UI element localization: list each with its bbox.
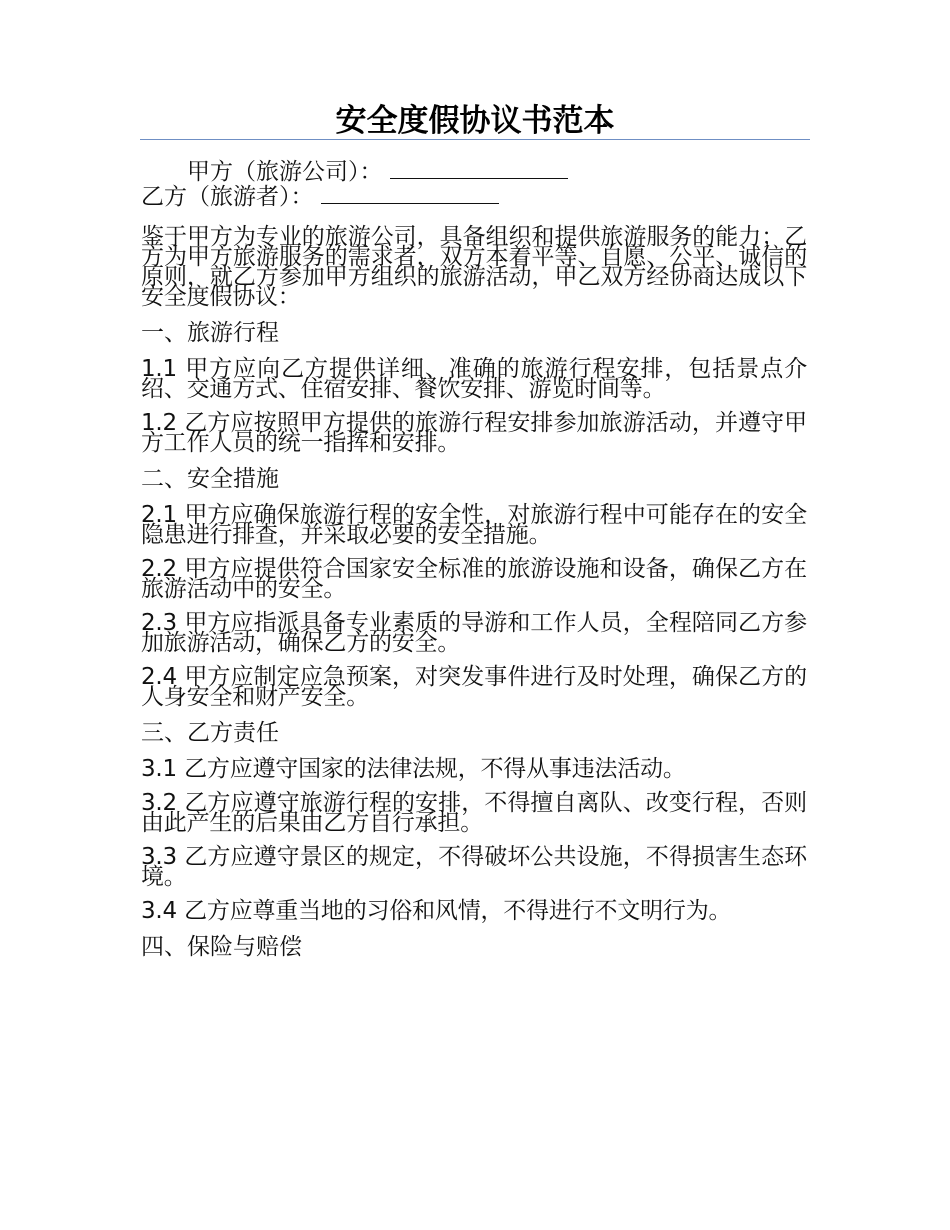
party-b-blank: [321, 183, 499, 204]
clause-2-2: 2.2 甲方应提供符合国家安全标准的旅游设施和设备，确保乙方在旅游活动中的安全。: [141, 556, 807, 602]
title-underline: [140, 139, 810, 140]
title-block: [140, 103, 810, 141]
clause-2-1: 2.1 甲方应确保旅游行程的安全性，对旅游行程中可能存在的安全隐患进行排查，并采取必要的安全措施。: [141, 502, 807, 548]
clause-3-3: 3.3 乙方应遵守景区的规定，不得破坏公共设施，不得损害生态环境。: [141, 844, 807, 890]
preamble-paragraph: 鉴于甲方为专业的旅游公司，具备组织和提供旅游服务的能力；乙方为甲方旅游服务的需求者，双方本着平等、自愿、公平、诚信的原则，就乙方参加甲方组织的旅游活动，甲乙双方经协商达成以下安全度假协议：: [141, 224, 807, 310]
clause-1-2: 1.2 乙方应按照甲方提供的旅游行程安排参加旅游活动，并遵守甲方工作人员的统一指挥和安排。: [141, 410, 807, 456]
document-title: 安全度假协议书范本: [335, 103, 615, 139]
section-heading: 四、保险与赔偿: [141, 934, 302, 960]
clause-3-4: 3.4 乙方应尊重当地的习俗和风情，不得进行不文明行为。: [141, 898, 732, 924]
clause-1-1: 1.1 甲方应向乙方提供详细、准确的旅游行程安排，包括景点介绍、交通方式、住宿安排、餐饮安排、游览时间等。: [141, 356, 807, 402]
section-heading: 二、安全措施: [141, 466, 279, 492]
clause-3-1: 3.1 乙方应遵守国家的法律法规，不得从事违法活动。: [141, 756, 686, 782]
document-body: [141, 158, 807, 973]
party-b-label: 乙方（旅游者）：: [141, 184, 314, 210]
party-b-line: [141, 183, 807, 208]
party-a-line: [141, 158, 807, 183]
clause-2-3: 2.3 甲方应指派具备专业素质的导游和工作人员，全程陪同乙方参加旅游活动，确保乙方的安全。: [141, 610, 807, 656]
party-a-label: 甲方（旅游公司）：: [187, 159, 383, 185]
section-heading: 三、乙方责任: [141, 720, 279, 746]
party-block: [141, 158, 807, 208]
party-a-blank: [390, 158, 568, 179]
section-heading: 一、旅游行程: [141, 320, 279, 346]
clause-2-4: 2.4 甲方应制定应急预案，对突发事件进行及时处理，确保乙方的人身安全和财产安全。: [141, 664, 807, 710]
clause-3-2: 3.2 乙方应遵守旅游行程的安排，不得擅自离队、改变行程，否则由此产生的后果由乙方自行承担。: [141, 790, 807, 836]
